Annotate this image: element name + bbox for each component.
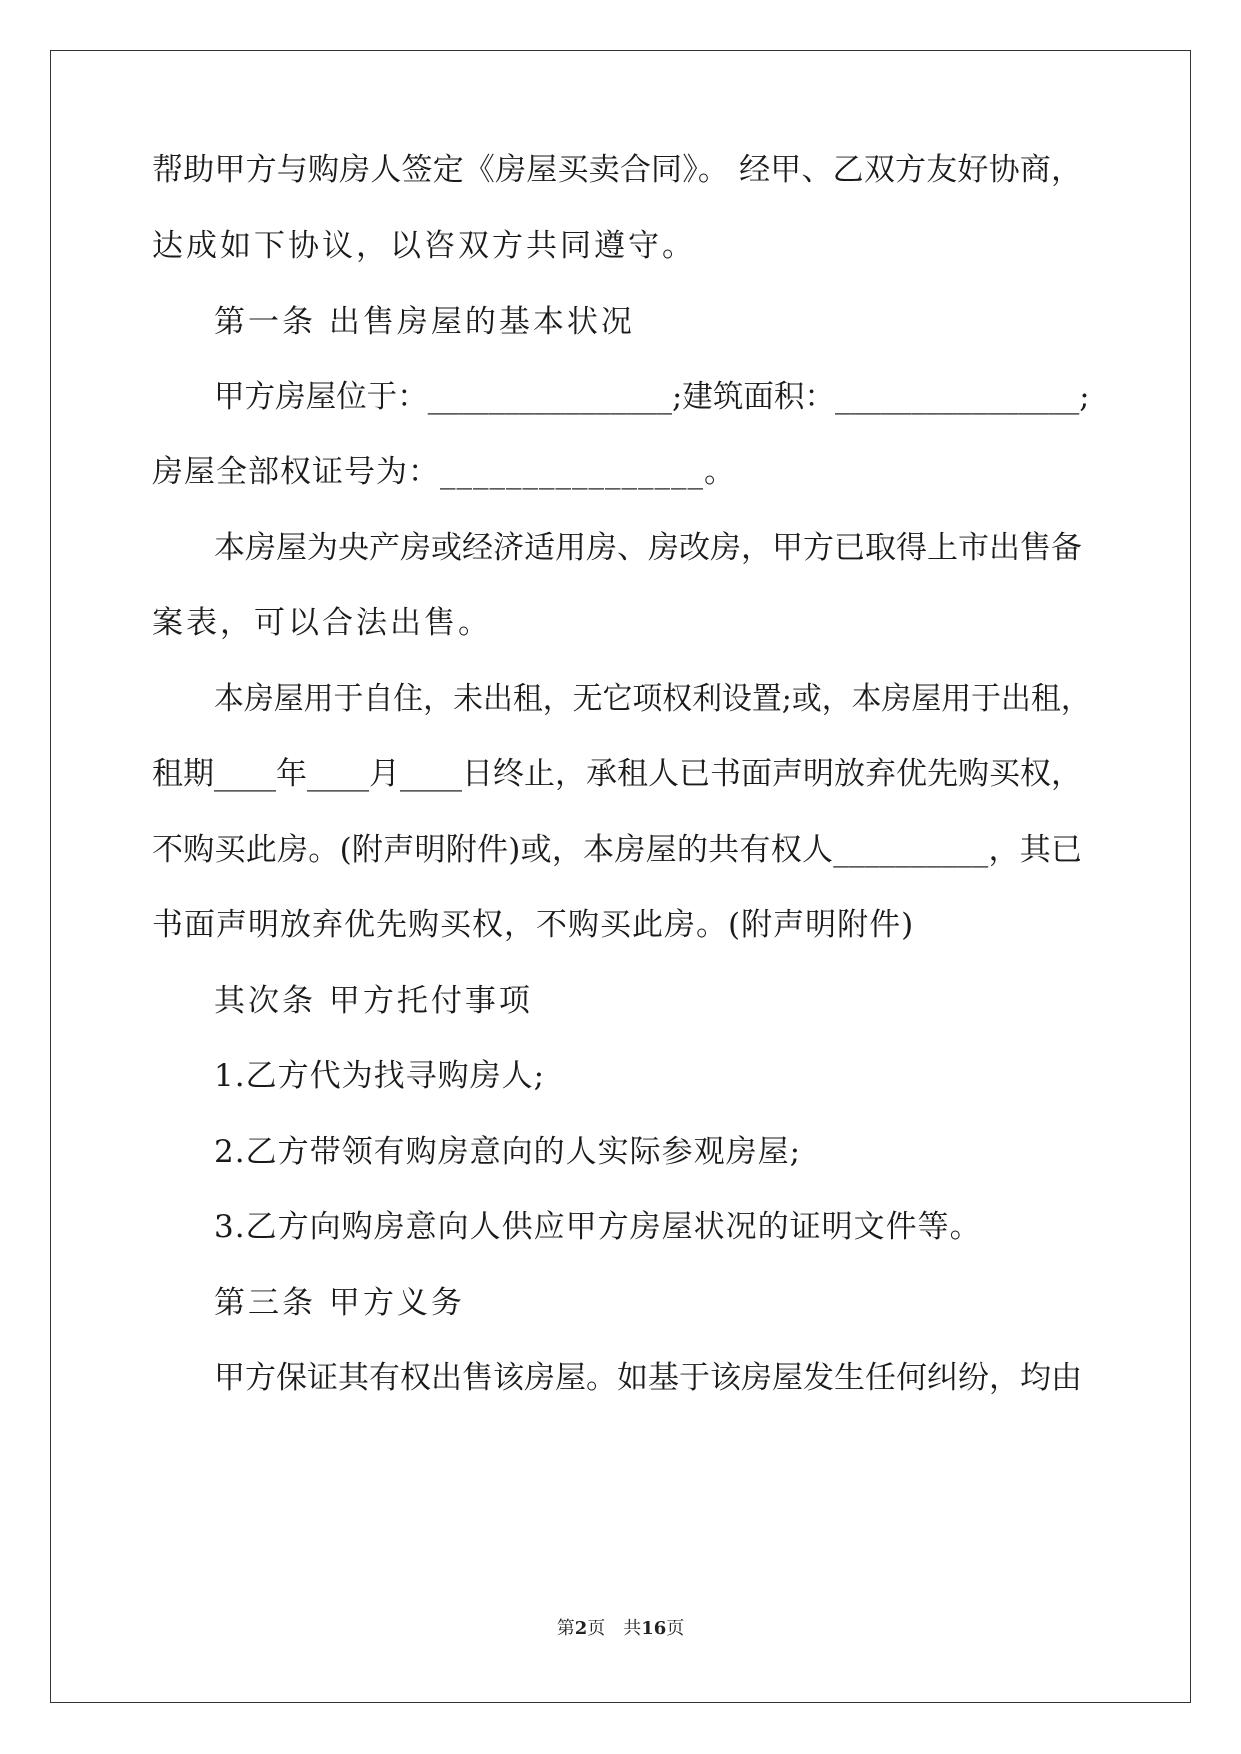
list-item-3: 3.乙方向购房意向人供应甲方房屋状况的证明文件等。 <box>214 1209 982 1245</box>
page-footer <box>0 1618 1241 1640</box>
body-line-10: 不购买此房。(附声明附件)或，本房屋的共有权人__________，其已 <box>152 832 1082 868</box>
page-label-prefix: 第 <box>556 1618 575 1639</box>
article-heading-2: 其次条 甲方托付事项 <box>214 983 533 1019</box>
body-line-1: 帮助甲方与购房人签定《房屋买卖合同》。 经甲、乙双方友好协商， <box>152 152 1082 188</box>
body-line-7: 案表，可以合法出售。 <box>152 605 492 641</box>
body-line-11: 书面声明放弃优先购买权，不购买此房。(附声明附件) <box>152 907 915 943</box>
body-line-6: 本房屋为央产房或经济适用房、房改房，甲方已取得上市出售备 <box>214 530 1082 566</box>
body-line-17: 甲方保证其有权出售该房屋。如基于该房屋发生任何纠纷，均由 <box>214 1360 1082 1396</box>
body-line-2: 达成如下协议，以咨双方共同遵守。 <box>152 228 696 264</box>
list-item-2: 2.乙方带领有购房意向的人实际参观房屋; <box>214 1134 802 1170</box>
page-border <box>50 50 1191 1703</box>
body-line-9: 租期____年____月____日终止，承租人已书面声明放弃优先购买权， <box>152 756 1082 792</box>
article-heading-3: 第三条 甲方义务 <box>214 1285 465 1321</box>
page-current-number: 2 <box>574 1618 588 1639</box>
body-line-8: 本房屋用于自住，未出租，无它项权利设置;或，本房屋用于出租， <box>214 681 1091 717</box>
body-line-4: 甲方房屋位于：________________;建筑面积：________________; <box>214 379 1090 415</box>
article-heading-1: 第一条 出售房屋的基本状况 <box>214 304 635 340</box>
page-label-suffix: 页 <box>666 1618 685 1639</box>
page-label-mid: 页 共 <box>587 1618 642 1639</box>
list-item-1: 1.乙方代为找寻购房人; <box>214 1058 546 1094</box>
page-total-number: 16 <box>641 1618 667 1639</box>
body-line-5: 房屋全部权证号为：________________。 <box>152 454 736 490</box>
